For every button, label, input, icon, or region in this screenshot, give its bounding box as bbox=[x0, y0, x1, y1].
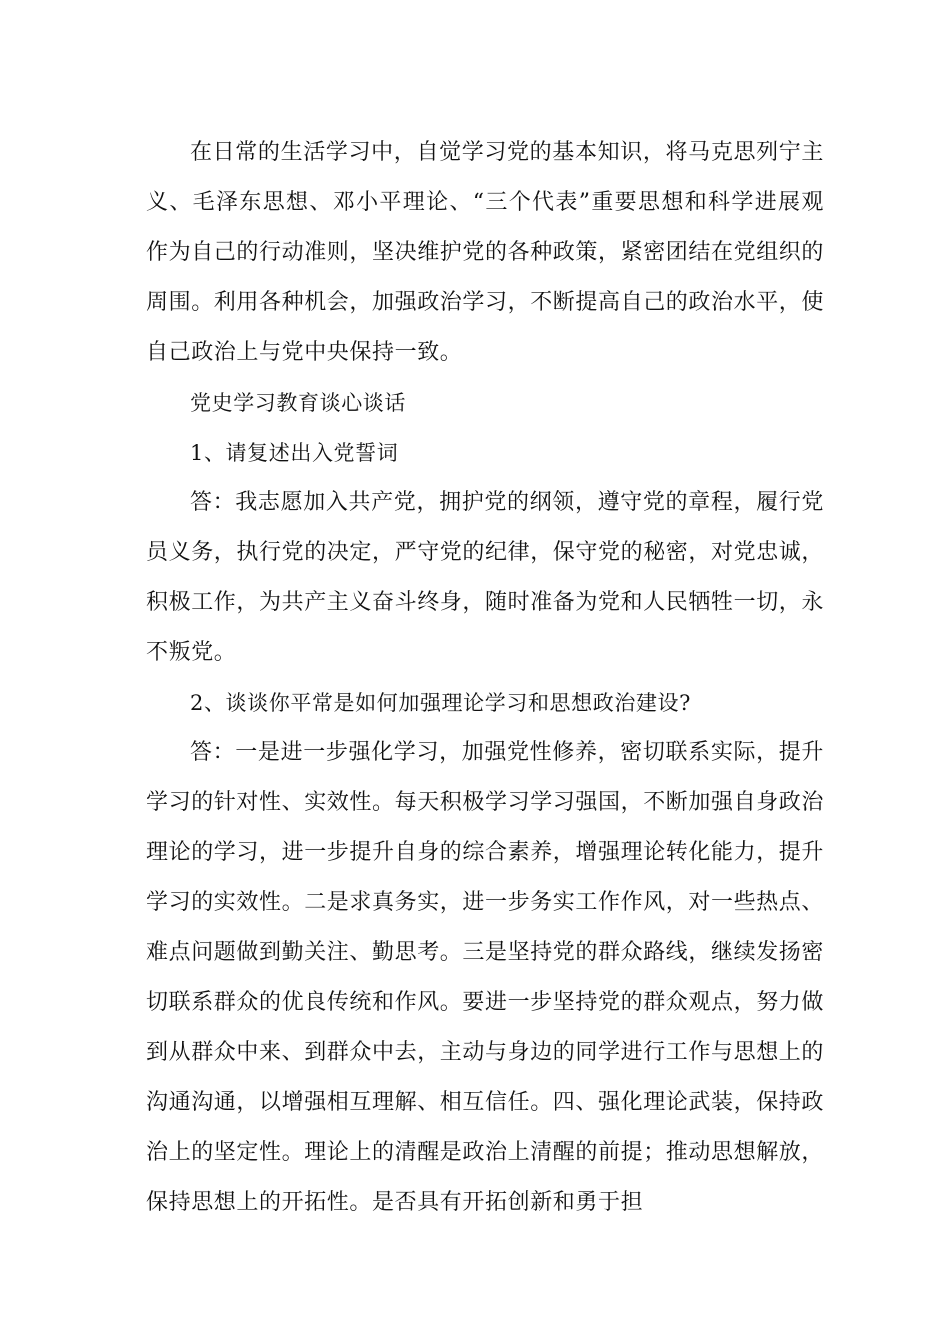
answer-1: 答：我志愿加入共产党，拥护党的纲领，遵守党的章程，履行党员义务，执行党的决定，严守党的纪律，保守党的秘密，对党忠诚，积极工作，为共产主义奋斗终身，随时准备为党和人民牺牲一切，永不叛党。 bbox=[146, 490, 825, 665]
question-2: 2、谈谈你平常是如何加强理论学习和思想政治建设? bbox=[190, 691, 692, 715]
document-body bbox=[146, 128, 824, 1228]
answer-2: 答：一是进一步强化学习，加强党性修养，密切联系实际，提升学习的针对性、实效性。每天积极学习学习强国，不断加强自身政治理论的学习，进一步提升自身的综合素养，增强理论转化能力，提升学习的实效性。二是求真务实，进一步务实工作作风，对一些热点、难点问题做到勤关注、勤思考。三是坚持党的群众路线，继续发扬密切联系群众的优良传统和作风。要进一步坚持党的群众观点，努力做到从群众中来、到群众中去，主动与身边的同学进行工作与思想上的沟通沟通，以增强相互理解、相互信任。四、强化理论武装，保持政治上的坚定性。理论上的清醒是政治上清醒的前提；推动思想解放，保持思想上的开拓性。是否具有开拓创新和勇于担 bbox=[146, 740, 825, 1215]
paragraph-political-study: 在日常的生活学习中，自觉学习党的基本知识，将马克思列宁主义、毛泽东思想、邓小平理论、“三个代表”重要思想和科学进展观作为自己的行动准则，坚决维护党的各种政策，紧密团结在党组织的周围。利用各种机会，加强政治学习，不断提高自己的政治水平，使自己政治上与党中央保持一致。 bbox=[146, 140, 825, 365]
section-title-talk: 党史学习教育谈心谈话 bbox=[190, 391, 406, 415]
question-1: 1、请复述出入党誓词 bbox=[190, 441, 399, 465]
